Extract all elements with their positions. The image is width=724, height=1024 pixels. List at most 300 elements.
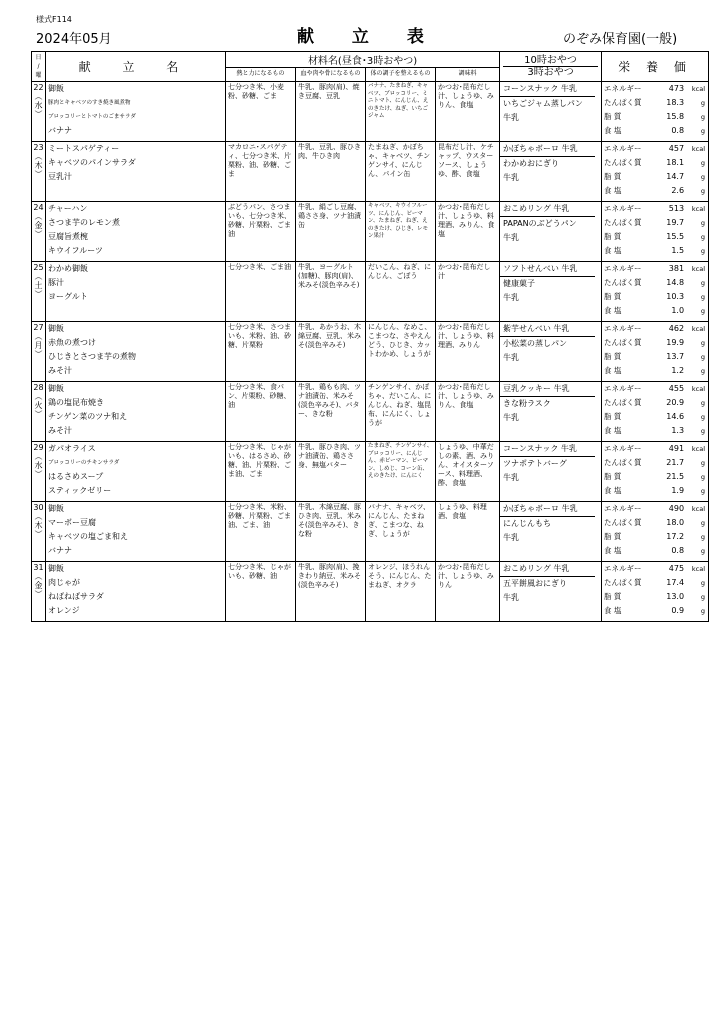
snack-cell xyxy=(500,262,602,322)
nutrition-label: 脂 質 xyxy=(604,592,622,601)
nutrition-unit: kcal xyxy=(691,145,706,153)
nutrition-fat xyxy=(602,590,708,604)
dish-item: 御飯 xyxy=(48,324,64,333)
nutrition-cell xyxy=(602,202,709,262)
nutrition-label: 食 塩 xyxy=(604,126,622,135)
dish-item: キャベツの塩ごま和え xyxy=(48,532,128,541)
ingredient-green: だいこん、ねぎ、にんじん、ごぼう xyxy=(366,262,436,322)
day-date: 22 xyxy=(33,83,44,92)
nutrition-label: 脂 質 xyxy=(604,292,622,301)
nutrition-unit: g xyxy=(700,519,706,527)
afternoon-snack-item: 牛乳 xyxy=(503,233,520,242)
table-header-row xyxy=(32,52,709,68)
nutrition-salt xyxy=(602,604,708,618)
afternoon-snack-item: 健康菓子 xyxy=(503,279,536,288)
morning-snack: かぼちゃボーロ 牛乳 xyxy=(500,502,595,517)
menu-day-row xyxy=(32,142,709,202)
day-cell xyxy=(32,442,46,502)
dish-item: 御飯 xyxy=(48,564,64,573)
paren-close: ︶ xyxy=(34,590,43,599)
nutrition-unit: g xyxy=(700,127,706,135)
day-date: 30 xyxy=(33,503,44,512)
menu-day-row xyxy=(32,562,709,622)
nutrition-value: 1.9 xyxy=(671,486,685,495)
red-group-header: 血や肉や骨になるもの xyxy=(296,68,366,82)
nutrition-value: 457 xyxy=(668,144,685,153)
nutrition-unit: g xyxy=(700,547,706,555)
nutrition-protein xyxy=(602,96,708,110)
morning-snack: ソフトせんべい 牛乳 xyxy=(500,262,595,277)
paren-open: ︵ xyxy=(34,92,43,101)
nutrition-unit: g xyxy=(700,279,706,287)
nutrition-protein xyxy=(602,516,708,530)
nutrition-protein xyxy=(602,396,708,410)
green-group-header: 体の調子を整えるもの xyxy=(366,68,436,82)
nutrition-label: 脂 質 xyxy=(604,532,622,541)
paren-open: ︵ xyxy=(34,512,43,521)
nutrition-unit: g xyxy=(700,459,706,467)
nutrition-value: 1.5 xyxy=(671,246,685,255)
nutrition-cell xyxy=(602,562,709,622)
nutrition-value: 18.1 xyxy=(666,158,685,167)
nutrition-value: 13.0 xyxy=(666,592,685,601)
nutrition-salt xyxy=(602,244,708,258)
nutrition-unit: kcal xyxy=(691,385,706,393)
day-date: 27 xyxy=(33,323,44,332)
nutrition-protein xyxy=(602,276,708,290)
menu-day-row xyxy=(32,442,709,502)
dish-item: チンゲン菜のツナ和え xyxy=(48,412,128,421)
nutrition-unit: kcal xyxy=(691,445,706,453)
nutrition-fat xyxy=(602,470,708,484)
afternoon-snack-item: PAPANのぶどうパン xyxy=(503,219,577,228)
snack-cell xyxy=(500,442,602,502)
nutrition-value: 473 xyxy=(668,84,685,93)
paren-close: ︶ xyxy=(34,230,43,239)
afternoon-snack-item: きな粉ラスク xyxy=(503,399,551,408)
paren-open: ︵ xyxy=(34,152,43,161)
ingredient-red: 牛乳、鶏もも肉、ツナ油漬缶、米みそ(淡色辛みそ)、バター、きな粉 xyxy=(296,382,366,442)
ingredient-seasoning: かつお･昆布だし汁、しょうゆ、みりん xyxy=(436,562,500,622)
paren-close: ︶ xyxy=(34,170,43,179)
nutrition-energy xyxy=(602,502,708,516)
dish-item: ミートスパゲティー xyxy=(48,144,120,153)
nutrition-label: 脂 質 xyxy=(604,172,622,181)
nutrition-unit: g xyxy=(700,413,706,421)
nutrition-value: 1.3 xyxy=(671,426,685,435)
nutrition-label: エネルギー xyxy=(604,84,642,93)
morning-snack: おこめリング 牛乳 xyxy=(500,202,595,217)
paren-open: ︵ xyxy=(34,332,43,341)
dish-list xyxy=(46,382,226,442)
dish-item: 御飯 xyxy=(48,504,64,513)
nutrition-label: たんぱく質 xyxy=(604,458,642,467)
afternoon-snack-item: 牛乳 xyxy=(503,593,520,602)
nutrition-label: たんぱく質 xyxy=(604,218,642,227)
paren-close: ︶ xyxy=(34,350,43,359)
ingredient-seasoning: 昆布だし汁、ケチャップ、ウスターソース、しょうゆ、酢、食塩 xyxy=(436,142,500,202)
menu-day-row xyxy=(32,502,709,562)
nutrition-unit: kcal xyxy=(691,85,706,93)
nutrition-unit: g xyxy=(700,187,706,195)
day-weekday: 金 xyxy=(34,581,43,590)
nutrition-label: 食 塩 xyxy=(604,606,622,615)
ingredient-red: 牛乳、豆乳、豚ひき肉、牛ひき肉 xyxy=(296,142,366,202)
dish-item: みそ汁 xyxy=(48,426,72,435)
day-cell xyxy=(32,262,46,322)
nutrition-label: 食 塩 xyxy=(604,306,622,315)
nutrition-label: たんぱく質 xyxy=(604,518,642,527)
paren-close: ︶ xyxy=(34,110,43,119)
nutrition-label: 脂 質 xyxy=(604,232,622,241)
day-cell xyxy=(32,142,46,202)
nutrition-label: エネルギー xyxy=(604,564,642,573)
ingredient-yellow: ぶどうパン、さつまいも、七分つき米、砂糖、片栗粉、ごま油 xyxy=(226,202,296,262)
nutrition-value: 455 xyxy=(668,384,685,393)
snack-cell xyxy=(500,322,602,382)
nutrition-value: 10.3 xyxy=(666,292,685,301)
nutrition-label: 食 塩 xyxy=(604,246,622,255)
nutrition-value: 18.0 xyxy=(666,518,685,527)
ingredient-green: オレンジ、ほうれんそう、にんじん、たまねぎ、オクラ xyxy=(366,562,436,622)
nutrition-fat xyxy=(602,170,708,184)
afternoon-snack-item: ツナポテトバーグ xyxy=(503,459,567,468)
nutrition-cell xyxy=(602,82,709,142)
nutrition-value: 0.8 xyxy=(671,126,685,135)
nutrition-unit: g xyxy=(700,219,706,227)
dish-item: ブロッコリーのチキンサラダ xyxy=(48,460,120,466)
nutrition-value: 1.2 xyxy=(671,366,685,375)
nutrition-label: たんぱく質 xyxy=(604,278,642,287)
nutrition-label: 食 塩 xyxy=(604,186,622,195)
nutrition-value: 381 xyxy=(668,264,685,273)
nutrition-unit: g xyxy=(700,173,706,181)
afternoon-snack-item: 牛乳 xyxy=(503,473,520,482)
nutrition-energy xyxy=(602,382,708,396)
dish-item: ブロッコリーとトマトのごまサラダ xyxy=(48,114,136,120)
snack-cell xyxy=(500,202,602,262)
day-cell xyxy=(32,82,46,142)
nutrition-value: 2.6 xyxy=(671,186,685,195)
dish-list xyxy=(46,442,226,502)
dish-item: キャベツのパインサラダ xyxy=(48,158,136,167)
ingredient-seasoning: かつお･昆布だし汁、しょうゆ、料理酒、みりん xyxy=(436,322,500,382)
nutrition-label: 脂 質 xyxy=(604,352,622,361)
day-weekday: 水 xyxy=(34,461,43,470)
nutrition-label: 食 塩 xyxy=(604,486,622,495)
ingredient-red: 牛乳、あかうお、木綿豆腐、豆乳、米みそ(淡色辛みそ) xyxy=(296,322,366,382)
dish-item: キウイフルーツ xyxy=(48,246,103,255)
nutrition-unit: kcal xyxy=(691,265,706,273)
nutrition-value: 14.8 xyxy=(666,278,685,287)
nutrition-cell xyxy=(602,322,709,382)
nutrition-salt xyxy=(602,184,708,198)
nutrition-energy xyxy=(602,142,708,156)
nutrition-value: 21.5 xyxy=(666,472,685,481)
day-cell xyxy=(32,322,46,382)
nutrition-value: 462 xyxy=(668,324,685,333)
day-weekday: 木 xyxy=(34,521,43,530)
ingredient-red: 牛乳、木綿豆腐、豚ひき肉、豆乳、米みそ(淡色辛みそ)、きな粉 xyxy=(296,502,366,562)
nutrition-label: 食 塩 xyxy=(604,426,622,435)
menu-name-header: 献 立 名 xyxy=(46,52,226,82)
dish-item: 豚肉とキャベツのすき焼き風煮物 xyxy=(48,100,131,106)
school-name: のぞみ保育園(一般) xyxy=(563,32,678,47)
nutrition-label: エネルギー xyxy=(604,144,642,153)
afternoon-snack-item: 牛乳 xyxy=(503,533,520,542)
paren-close: ︶ xyxy=(34,410,43,419)
nutrition-unit: g xyxy=(700,607,706,615)
afternoon-snack-item: 牛乳 xyxy=(503,353,520,362)
dish-list xyxy=(46,322,226,382)
nutrition-unit: g xyxy=(700,159,706,167)
ingredient-green: たまねぎ、チンゲンサイ、ブロッコリー、にんじん、赤ピーマン、ピーマン、しめじ、コーン缶、えのきたけ、にんにく xyxy=(366,442,436,502)
day-weekday: 金 xyxy=(34,221,43,230)
nutrition-header: 栄 養 価 xyxy=(602,52,709,82)
nutrition-cell xyxy=(602,382,709,442)
ingredient-red: 牛乳、ヨーグルト(加糖)、豚肉(肩)、米みそ(淡色辛みそ) xyxy=(296,262,366,322)
nutrition-value: 491 xyxy=(668,444,685,453)
nutrition-cell xyxy=(602,502,709,562)
dish-item: バナナ xyxy=(48,546,72,555)
nutrition-unit: kcal xyxy=(691,565,706,573)
ingredient-yellow: マカロニ･スパゲティ、七分つき米、片栗粉、油、砂糖、ごま xyxy=(226,142,296,202)
snack-cell xyxy=(500,142,602,202)
nutrition-value: 13.7 xyxy=(666,352,685,361)
nutrition-unit: kcal xyxy=(691,505,706,513)
ingredient-seasoning: しょうゆ、料理酒、食塩 xyxy=(436,502,500,562)
nutrition-label: 脂 質 xyxy=(604,412,622,421)
day-date: 28 xyxy=(33,383,44,392)
nutrition-energy xyxy=(602,262,708,276)
nutrition-cell xyxy=(602,142,709,202)
nutrition-fat xyxy=(602,110,708,124)
nutrition-value: 490 xyxy=(668,504,685,513)
afternoon-snack-item: 小松菜の蒸しパン xyxy=(503,339,568,348)
day-cell xyxy=(32,382,46,442)
nutrition-cell xyxy=(602,262,709,322)
morning-snack: コーンスナック 牛乳 xyxy=(500,442,595,457)
nutrition-salt xyxy=(602,364,708,378)
nutrition-value: 20.9 xyxy=(666,398,685,407)
nutrition-label: 食 塩 xyxy=(604,546,622,555)
dish-item: はるさめスープ xyxy=(48,472,104,481)
ingredient-green: にんじん、なめこ、こまつな、さやえんどう、ひじき、カットわかめ、しょうが xyxy=(366,322,436,382)
nutrition-label: エネルギー xyxy=(604,384,642,393)
dish-list xyxy=(46,142,226,202)
morning-snack: 紫芋せんべい 牛乳 xyxy=(500,322,595,337)
dish-item: みそ汁 xyxy=(48,366,72,375)
nutrition-label: 脂 質 xyxy=(604,472,622,481)
dish-item: 御飯 xyxy=(48,384,64,393)
afternoon-snack-item: いちごジャム蒸しパン xyxy=(503,99,583,108)
dish-item: わかめ御飯 xyxy=(48,264,88,273)
nutrition-value: 17.4 xyxy=(666,578,685,587)
day-date: 24 xyxy=(33,203,44,212)
nutrition-energy xyxy=(602,82,708,96)
seasoning-header: 調味料 xyxy=(436,68,500,82)
nutrition-unit: g xyxy=(700,593,706,601)
ingredient-seasoning: かつお･昆布だし汁 xyxy=(436,262,500,322)
day-weekday: 土 xyxy=(34,281,43,290)
ingredient-yellow: 七分つき米、さつまいも、米粉、油、砂糖、片栗粉 xyxy=(226,322,296,382)
dish-item: ガパオライス xyxy=(48,444,96,453)
nutrition-value: 0.9 xyxy=(671,606,685,615)
nutrition-value: 513 xyxy=(668,204,685,213)
nutrition-value: 15.5 xyxy=(666,232,685,241)
dish-item: ねばねばサラダ xyxy=(48,592,104,601)
ingredient-yellow: 七分つき米、ごま油 xyxy=(226,262,296,322)
dish-list xyxy=(46,82,226,142)
nutrition-cell xyxy=(602,442,709,502)
ingredient-seasoning: かつお･昆布だし汁、しょうゆ、みりん、食塩 xyxy=(436,82,500,142)
menu-month: 2024年05月 xyxy=(36,32,112,47)
ingredient-yellow: 七分つき米、じゃがいも、はるさめ、砂糖、油、片栗粉、ごま油、ごま xyxy=(226,442,296,502)
nutrition-unit: g xyxy=(700,487,706,495)
paren-close: ︶ xyxy=(34,530,43,539)
menu-day-row xyxy=(32,82,709,142)
nutrition-salt xyxy=(602,124,708,138)
nutrition-value: 0.8 xyxy=(671,546,685,555)
nutrition-unit: g xyxy=(700,473,706,481)
ingredient-yellow: 七分つき米、小麦粉、砂糖、ごま xyxy=(226,82,296,142)
nutrition-label: 食 塩 xyxy=(604,366,622,375)
morning-snack: かぼちゃボーロ 牛乳 xyxy=(500,142,595,157)
nutrition-label: エネルギー xyxy=(604,444,642,453)
nutrition-energy xyxy=(602,562,708,576)
nutrition-energy xyxy=(602,202,708,216)
dish-item: 豆腐旨煮椀 xyxy=(48,232,88,241)
ingredient-yellow: 七分つき米、食パン、片栗粉、砂糖、油 xyxy=(226,382,296,442)
ingredient-red: 牛乳、豚肉(肩)、焼き豆腐、豆乳 xyxy=(296,82,366,142)
nutrition-fat xyxy=(602,230,708,244)
ingredient-green: バナナ、キャベツ、にんじん、たまねぎ、こまつな、ねぎ、しょうが xyxy=(366,502,436,562)
menu-table xyxy=(31,51,709,622)
menu-day-row xyxy=(32,202,709,262)
dish-item: チャーハン xyxy=(48,204,88,213)
nutrition-label: エネルギー xyxy=(604,264,642,273)
day-column-header: 日 / 曜 xyxy=(32,52,46,82)
nutrition-label: たんぱく質 xyxy=(604,338,642,347)
nutrition-unit: g xyxy=(700,247,706,255)
ingredient-seasoning: しょうゆ、中華だしの素、酒、みりん、オイスターソース、料理酒、酢、食塩 xyxy=(436,442,500,502)
nutrition-unit: g xyxy=(700,427,706,435)
ingredient-red: 牛乳、絹ごし豆腐、鶏ささ身、ツナ油漬缶 xyxy=(296,202,366,262)
afternoon-snack-item: 牛乳 xyxy=(503,293,520,302)
nutrition-unit: g xyxy=(700,339,706,347)
ingredients-header: 材料名(昼食･3時おやつ) xyxy=(226,52,500,68)
dish-item: ひじきとさつま芋の煮物 xyxy=(48,352,136,361)
snack-cell xyxy=(500,382,602,442)
dish-list xyxy=(46,262,226,322)
nutrition-energy xyxy=(602,322,708,336)
dish-item: 御飯 xyxy=(48,84,64,93)
morning-snack: コーンスナック 牛乳 xyxy=(500,82,595,97)
afternoon-snack-item: 五平餅風おにぎり xyxy=(503,579,568,588)
nutrition-value: 17.2 xyxy=(666,532,685,541)
dish-list xyxy=(46,562,226,622)
paren-open: ︵ xyxy=(34,572,43,581)
ingredient-green: キャベツ、キウイフルーツ、にんじん、ピーマン、たまねぎ、ねぎ、えのきたけ、ひじき、レモン果汁 xyxy=(366,202,436,262)
ingredient-red: 牛乳、豚ひき肉、ツナ油漬缶、鶏ささ身、無塩バター xyxy=(296,442,366,502)
dish-item: 豆乳汁 xyxy=(48,172,72,181)
paren-open: ︵ xyxy=(34,212,43,221)
dish-item: 肉じゃが xyxy=(48,578,80,587)
day-cell xyxy=(32,562,46,622)
nutrition-unit: g xyxy=(700,579,706,587)
form-number: 様式F114 xyxy=(36,15,72,24)
nutrition-fat xyxy=(602,530,708,544)
nutrition-unit: kcal xyxy=(691,205,706,213)
ingredient-red: 牛乳、豚肉(肩)、挽きわり納豆、米みそ(淡色辛みそ) xyxy=(296,562,366,622)
paren-close: ︶ xyxy=(34,290,43,299)
afternoon-snack-item: 牛乳 xyxy=(503,173,520,182)
dish-item: マーボー豆腐 xyxy=(48,518,96,527)
nutrition-label: たんぱく質 xyxy=(604,398,642,407)
nutrition-unit: g xyxy=(700,399,706,407)
ingredient-green: チンゲンサイ、かぼちゃ、だいこん、にんじん、ねぎ、塩昆布、にんにく、しょうが xyxy=(366,382,436,442)
nutrition-unit: g xyxy=(700,113,706,121)
menu-day-row xyxy=(32,382,709,442)
snack-cell xyxy=(500,82,602,142)
nutrition-protein xyxy=(602,456,708,470)
nutrition-energy xyxy=(602,442,708,456)
day-cell xyxy=(32,202,46,262)
nutrition-value: 21.7 xyxy=(666,458,685,467)
nutrition-value: 475 xyxy=(668,564,685,573)
nutrition-value: 15.8 xyxy=(666,112,685,121)
nutrition-salt xyxy=(602,304,708,318)
nutrition-label: たんぱく質 xyxy=(604,158,642,167)
nutrition-value: 19.9 xyxy=(666,338,685,347)
nutrition-unit: g xyxy=(700,367,706,375)
nutrition-salt xyxy=(602,484,708,498)
day-weekday: 木 xyxy=(34,161,43,170)
nutrition-unit: kcal xyxy=(691,325,706,333)
menu-day-row xyxy=(32,262,709,322)
dish-item: ヨーグルト xyxy=(48,292,88,301)
nutrition-value: 18.3 xyxy=(666,98,685,107)
dish-item: スティックゼリー xyxy=(48,486,112,495)
nutrition-salt xyxy=(602,424,708,438)
nutrition-label: たんぱく質 xyxy=(604,98,642,107)
page-title: 献 立 表 xyxy=(297,27,440,47)
nutrition-value: 19.7 xyxy=(666,218,685,227)
nutrition-value: 14.6 xyxy=(666,412,685,421)
nutrition-protein xyxy=(602,576,708,590)
dish-item: 豚汁 xyxy=(48,278,64,287)
dish-item: 赤魚の煮つけ xyxy=(48,338,96,347)
day-cell xyxy=(32,502,46,562)
nutrition-fat xyxy=(602,350,708,364)
ingredient-green: バナナ、たまねぎ、キャベツ、ブロッコリー、ミニトマト、にんじん、えのきたけ、ねぎ、いちごジャム xyxy=(366,82,436,142)
nutrition-unit: g xyxy=(700,353,706,361)
day-date: 31 xyxy=(33,563,44,572)
nutrition-label: 脂 質 xyxy=(604,112,622,121)
yellow-group-header: 熱と力になるもの xyxy=(226,68,296,82)
nutrition-value: 1.0 xyxy=(671,306,685,315)
ingredient-yellow: 七分つき米、米粉、砂糖、片栗粉、ごま油、ごま、油 xyxy=(226,502,296,562)
dish-item: さつま芋のレモン煮 xyxy=(48,218,120,227)
nutrition-unit: g xyxy=(700,533,706,541)
paren-open: ︵ xyxy=(34,272,43,281)
nutrition-protein xyxy=(602,336,708,350)
snack-cell xyxy=(500,502,602,562)
dish-item: 鶏の塩昆布焼き xyxy=(48,398,104,407)
dish-item: オレンジ xyxy=(48,606,80,615)
nutrition-label: エネルギー xyxy=(604,324,642,333)
nutrition-salt xyxy=(602,544,708,558)
